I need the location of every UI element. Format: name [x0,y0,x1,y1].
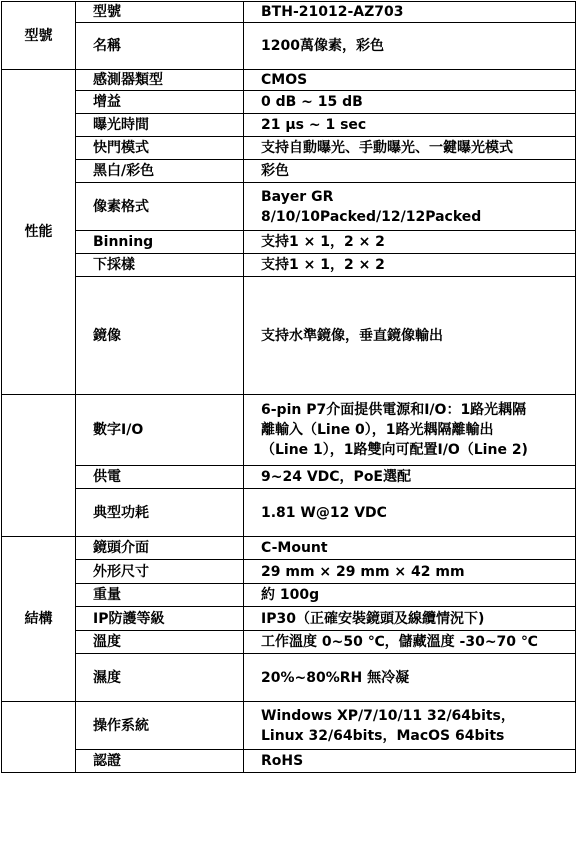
spec-value [244,395,576,466]
spec-label: 鏡像 [76,277,244,395]
spec-row [2,560,576,584]
spec-value [244,654,576,702]
spec-value-line: 0 dB ~ 15 dB [261,94,363,110]
spec-value-line: （Line 1），1路雙向可配置I/O（Line 2) [261,442,528,458]
section-group-label: 性能 [2,70,76,395]
spec-label: 典型功耗 [76,489,244,537]
spec-value [244,560,576,584]
spec-row [2,584,576,607]
spec-value-line: 6-pin P7介面提供電源和I/O：1路光耦隔 [261,402,527,418]
section-group-label [2,702,76,773]
spec-value-line: IP30（正確安裝鏡頭及線纜情況下) [261,610,485,627]
spec-label: 黑白/彩色 [76,160,244,183]
spec-value-line: 支持自動曝光、手動曝光、一鍵曝光模式 [261,140,513,156]
spec-value-line: 8/10/10Packed/12/12Packed [261,208,482,225]
spec-value-line: RoHS [261,753,304,769]
section-group-label: 結構 [2,537,76,702]
spec-row [2,137,576,160]
spec-value [244,631,576,654]
section-group-label [2,395,76,537]
spec-value [244,183,576,231]
spec-value [244,607,576,631]
spec-value-line: 9~24 VDC，PoE選配 [261,469,412,485]
spec-row [2,114,576,137]
spec-value-line: Linux 32/64bits，MacOS 64bits [261,727,505,744]
spec-label: 名稱 [76,23,244,70]
spec-label: 操作系統 [76,702,244,750]
spec-label: 數字I/O [76,395,244,466]
spec-row [2,489,576,537]
spec-value-line: 支持1 × 1，2 × 2 [261,234,385,250]
spec-row [2,750,576,773]
spec-value-line: 支持1 × 1，2 × 2 [261,257,385,273]
spec-label: 認證 [76,750,244,773]
spec-value [244,231,576,254]
spec-value [244,750,576,773]
section-group-label: 型號 [2,2,76,70]
spec-value [244,91,576,114]
spec-row [2,607,576,631]
spec-label: 外形尺寸 [76,560,244,584]
spec-value [244,114,576,137]
spec-value-line: BTH-21012-AZ703 [261,4,404,20]
spec-value [244,160,576,183]
spec-row [2,277,576,395]
spec-label: 下採樣 [76,254,244,277]
spec-label: 曝光時間 [76,114,244,137]
spec-row [2,537,576,560]
spec-row [2,654,576,702]
spec-row [2,91,576,114]
spec-value-line: Bayer GR [261,188,334,205]
spec-label: IP防護等級 [76,607,244,631]
spec-label: 感測器類型 [76,70,244,91]
spec-value-line: 彩色 [261,163,289,179]
spec-row [2,631,576,654]
spec-value [244,70,576,91]
spec-row [2,395,576,466]
spec-value [244,584,576,607]
spec-label: 溫度 [76,631,244,654]
spec-row [2,466,576,489]
spec-value-line: CMOS [261,72,308,88]
spec-row [2,2,576,23]
spec-value-line: 21 µs ~ 1 sec [261,117,367,133]
spec-label: 重量 [76,584,244,607]
spec-label: 快門模式 [76,137,244,160]
spec-value-line: 離輸入（Line 0），1路光耦隔離輸出 [261,422,494,438]
spec-value [244,2,576,23]
spec-row [2,183,576,231]
spec-value-line: 支持水準鏡像，垂直鏡像輸出 [261,327,443,344]
spec-value-line: 1200萬像素，彩色 [261,38,384,54]
spec-label: 像素格式 [76,183,244,231]
spec-value [244,137,576,160]
spec-row [2,70,576,91]
spec-value [244,702,576,750]
spec-row [2,254,576,277]
spec-value-line: Windows XP/7/10/11 32/64bits， [261,707,515,724]
spec-label: 供電 [76,466,244,489]
spec-label: 鏡頭介面 [76,537,244,560]
spec-value-line: 工作溫度 0~50 ℃，儲藏溫度 -30~70 ℃ [261,634,538,650]
spec-value [244,277,576,395]
spec-value-line: 29 mm × 29 mm × 42 mm [261,563,465,580]
spec-value [244,537,576,560]
spec-value [244,23,576,70]
spec-label: 型號 [76,2,244,23]
spec-row [2,23,576,70]
spec-value [244,466,576,489]
spec-table-body [2,2,576,773]
spec-label: Binning [76,231,244,254]
spec-value-line: 20%~80%RH 無冷凝 [261,669,410,686]
spec-table [1,1,576,773]
spec-value [244,254,576,277]
spec-label: 增益 [76,91,244,114]
spec-value [244,489,576,537]
spec-row [2,160,576,183]
spec-label: 濕度 [76,654,244,702]
spec-row [2,231,576,254]
spec-value-line: 1.81 W@12 VDC [261,504,387,521]
spec-value-line: 約 100g [261,587,320,603]
spec-row [2,702,576,750]
spec-value-line: C-Mount [261,540,328,556]
